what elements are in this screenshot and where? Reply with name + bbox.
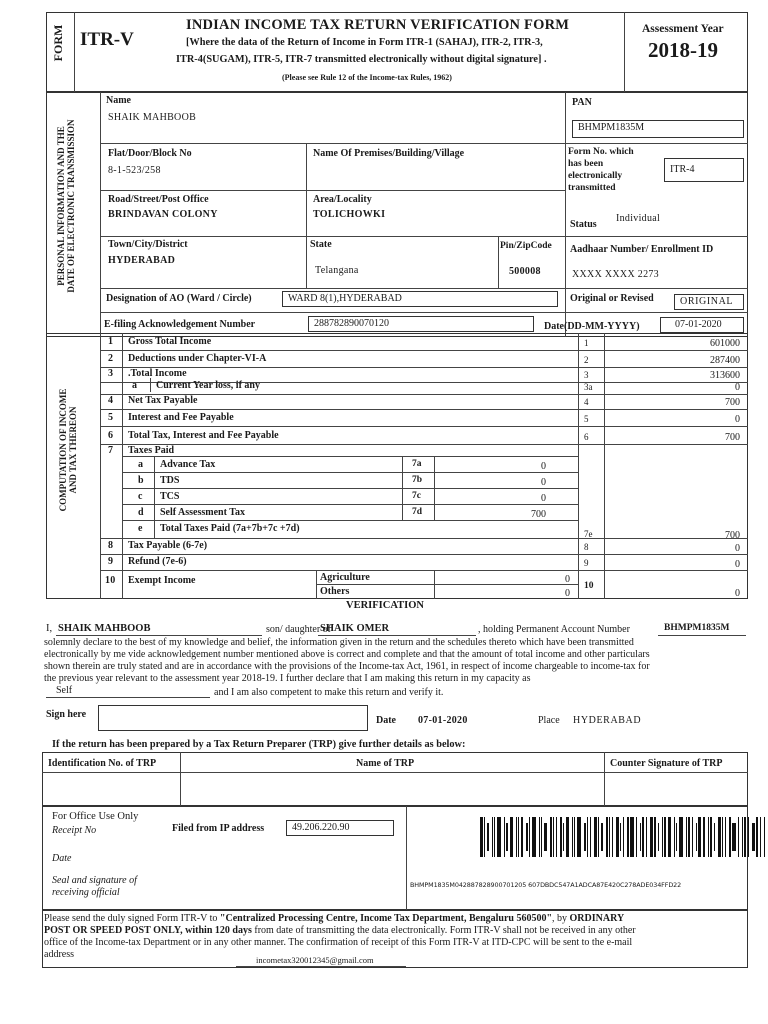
assessment-year-value: 2018-19 [648,38,718,62]
flat-label: Flat/Door/Block No [108,148,192,159]
barcode-bar [518,817,519,857]
barcode-bar [756,817,758,857]
comp-row-no: 9 [108,556,114,567]
pin-value: 500008 [509,266,541,277]
divider [100,92,101,337]
verification-line: the previous year relevant to the assessment year 2018-19. I further declare that I am making this return in my capacity as [44,673,531,684]
comp-row-value: 700 [725,397,740,408]
barcode-bar [529,817,530,857]
divider [604,333,605,599]
footer-address: "Centralized Processing Centre, Income Tax Department, Bengaluru 560500" [219,913,553,924]
barcode-bar [658,823,659,851]
row-divider [100,350,748,351]
divider [74,12,75,92]
comp-row-label: Deductions under Chapter-VI-A [128,353,267,364]
verification-son-of: son/ daughter of [266,624,331,635]
tax-sub-value: 0 [541,477,546,488]
divider [624,12,625,92]
barcode-bar [654,817,656,857]
tax-sub-ref: 7a [412,459,422,469]
barcode-bar [609,817,610,857]
barcode-bar [587,817,588,857]
comp-row-label: Total Tax, Interest and Fee Payable [128,430,279,441]
barcode-bar [539,817,540,857]
barcode-bar [679,817,683,857]
form-code: ITR-V [80,29,134,50]
barcode-bar [574,817,575,857]
barcode-bar [577,817,581,857]
comp-row-label: Refund (7e-6) [128,556,187,567]
barcode-bar [541,817,542,857]
comp-row-ref: 4 [584,397,589,407]
tax-sub-label: Advance Tax [160,459,216,470]
barcode-bar [563,823,564,851]
tax-sub-value: 0 [541,461,546,472]
tax-sub-label: TCS [160,491,180,502]
verification-line: solemnly declare to the best of my knowledge and belief, the information given in the return and the schedules thereto which have been transmitted [44,637,634,648]
barcode-bar [729,817,731,857]
computation-section-label: COMPUTATION OF INCOME AND TAX THEREON [58,388,79,512]
barcode-bar [504,817,505,857]
barcode-bar [510,817,513,857]
agri-label: Agriculture [320,572,370,583]
verification-i: I, [46,623,53,634]
barcode-bar [732,823,736,851]
divider [100,143,565,144]
barcode [480,817,766,857]
trp-col-signature: Counter Signature of TRP [610,758,723,769]
footer-text: Please send the duly signed Form ITR-V to [44,913,220,924]
row-divider [100,394,748,395]
underline [46,697,210,698]
barcode-bar [642,817,644,857]
tax-sub-ref: 7c [412,491,421,501]
comp-row-label: Interest and Fee Payable [128,412,234,423]
footer-line-2 [44,926,636,936]
comp-row-no: 4 [108,395,114,406]
barcode-bar [516,817,517,857]
divider [122,333,123,599]
verification-line: electronically by me vide acknowledgement number mentioned above is correct and complete and that the amount of total income and other particulars [44,649,650,660]
comp-row-label: Net Tax Payable [128,395,198,406]
barcode-bar [606,817,608,857]
barcode-bar [594,817,597,857]
capacity-value: Self [56,685,73,696]
verification-holding: , holding Permanent Account Number [478,624,630,635]
row-divider [100,426,748,427]
pan-value: BHMPM1835M [572,120,744,138]
tax-total-label: Total Taxes Paid (7a+7b+7c +7d) [160,523,300,534]
office-use-title: For Office Use Only [52,811,139,822]
barcode-bar [708,817,709,857]
barcode-bar [590,817,591,857]
verification-line: shown therein are truly stated and are in accordance with the provisions of the Income-tax Act, 1961, in respect of income chargeable to income-tax for [44,661,650,672]
footer-line-3: office of the Income-tax Department or in any other manner. The confirmation of receipt of this Form ITR-V at ITD-CPC will be sent to the e-mail [44,937,633,948]
tax-sub-label: TDS [160,475,180,486]
underline [318,635,476,636]
divider [565,143,748,144]
barcode-bar [748,817,749,857]
filed-ip-value: 49.206.220.90 [286,820,394,836]
barcode-bar [616,817,619,857]
state-label: State [310,239,332,250]
barcode-bar [494,817,495,857]
divider [100,333,101,599]
tax-sub-no: a [138,459,144,470]
tax-sub-no: b [138,475,144,486]
form-no-label: electronically [568,171,623,181]
comp-row-value: 287400 [710,355,740,366]
barcode-bar [692,817,693,857]
seal-label: Seal and signature of [52,875,137,886]
barcode-bar [674,817,675,857]
footer-email: incometax320012345@gmail.com [256,955,374,965]
barcode-bar [553,817,554,857]
premises-label: Name Of Premises/Building/Village [313,148,465,159]
barcode-bar [480,817,483,857]
divider [100,236,748,237]
ack-value: 288782890070120 [308,316,534,332]
row-divider [122,504,578,505]
verification-name: SHAIK MAHBOOB [58,623,151,634]
ack-label: E-filing Acknowledgement Number [104,319,256,330]
comp-row-label: Taxes Paid [128,445,175,456]
divider [306,143,307,288]
status-label: Status [570,219,597,230]
sign-date-label: Date [376,715,396,726]
comp-row-ref: 10 [584,581,594,591]
underline [236,966,406,967]
barcode-bar [506,823,508,851]
barcode-bar [696,823,697,851]
seal-label: receiving official [52,887,120,898]
verification-line: and I am also competent to make this return and verify it. [214,687,444,698]
row-divider [100,538,748,539]
underline [658,635,746,636]
barcode-bar [566,817,569,857]
assessment-year-label: Assessment Year [642,23,724,35]
comp-row-value: 313600 [710,370,740,381]
barcode-bar [646,817,647,857]
divider [565,92,566,337]
divider [100,312,748,313]
barcode-bar [722,817,723,857]
barcode-bar [636,817,637,857]
comp-row-ref: 3a [584,382,593,392]
barcode-bar [703,817,705,857]
place-label: Place [538,715,560,726]
barcode-bar [627,817,629,857]
row-divider [100,570,748,571]
form-subtitle-2: ITR-4(SUGAM), ITR-5, ITR-7 transmitted electronically without digital signature] . [176,54,547,65]
pin-label: Pin/ZipCode [500,241,552,251]
comp-row-ref: 3 [584,370,589,380]
comp-row-value: 601000 [710,338,740,349]
original-revised-label: Original or Revised [570,293,654,304]
signature-box[interactable] [98,705,368,731]
comp-row-value: 0 [735,588,740,599]
comp-row-no: 3 [108,368,114,379]
verification-title: VERIFICATION [346,600,424,611]
barcode-bar [640,823,641,851]
comp-row-no: 1 [108,336,114,347]
rule-note: (Please see Rule 12 of the Income-tax Rules, 1962) [282,73,452,82]
row-divider [100,409,748,410]
barcode-bar [676,823,677,851]
flat-value: 8-1-523/258 [108,165,161,176]
tax-sub-label: Self Assessment Tax [160,507,246,518]
barcode-bar [688,817,690,857]
barcode-bar [650,817,653,857]
verification-pan: BHMPM1835M [664,623,730,633]
footer-text: , by [552,913,570,924]
barcode-bar [764,817,765,857]
comp-row-ref: 1 [584,338,589,348]
footer-text: from date of transmitting the data electronically. Form ITR-V shall not be received in any other [251,925,636,936]
barcode-bar [760,817,761,857]
barcode-bar [623,817,624,857]
comp-row-no: 6 [108,430,114,441]
office-date-label: Date [52,853,72,864]
aadhaar-value: XXXX XXXX 2273 [572,269,659,280]
footer-line-1 [44,914,624,924]
barcode-bar [686,817,687,857]
form-no-label: Form No. which [568,147,634,157]
form-no-label: transmitted [568,183,616,193]
road-value: BRINDAVAN COLONY [108,209,218,220]
barcode-bar [718,817,721,857]
exempt-label: Exempt Income [128,575,196,586]
barcode-bar [584,823,586,851]
comp-row-ref: 2 [584,355,589,365]
filed-ip-label: Filed from IP address [172,823,265,834]
sign-here-label: Sign here [46,709,87,720]
barcode-bar [544,823,547,851]
barcode-bar [662,817,663,857]
place-value: HYDERABAD [573,715,642,726]
divider [180,752,181,806]
row-divider [122,456,578,457]
divider [100,288,748,289]
date-value: 07-01-2020 [660,317,744,333]
town-label: Town/City/District [108,239,188,250]
name-value: SHAIK MAHBOOB [108,112,197,123]
tax-sub-ref: 7d [412,507,423,517]
footer-line-4: address [44,949,74,960]
comp-row-ref: 5 [584,414,589,424]
comp-row-label: Tax Payable (6-7e) [128,540,208,551]
area-label: Area/Locality [313,194,372,205]
divider [578,333,579,599]
comp-row-value: 0 [735,382,740,393]
barcode-bar [487,823,489,851]
comp-row-ref: 7e [584,529,593,539]
divider [100,190,565,191]
state-value: Telangana [315,265,359,276]
divider [406,806,407,910]
barcode-bar [521,817,523,857]
comp-row-no: 7 [108,445,114,456]
row-divider [100,367,748,368]
underline [56,635,262,636]
comp-row-value: 0 [735,559,740,570]
pan-label: PAN [572,97,592,108]
row-divider [122,488,578,489]
trp-col-id: Identification No. of TRP [48,758,157,769]
comp-row-label: .Total Income [128,368,187,379]
barcode-bar [550,817,552,857]
row-divider [100,444,748,445]
trp-col-name: Name of TRP [356,758,415,769]
comp-row-value: 0 [735,414,740,425]
status-value: Individual [616,213,661,224]
barcode-bar [484,817,485,857]
tax-sub-no: d [138,507,144,518]
barcode-bar [556,817,557,857]
form-title: INDIAN INCOME TAX RETURN VERIFICATION FORM [186,17,570,33]
form-no-label: has been [568,159,604,169]
receipt-label: Receipt No [52,825,97,836]
comp-row-no: 2 [108,353,114,364]
barcode-bar [668,817,671,857]
comp-row-label: Current Year loss, if any [156,380,260,391]
agri-value: 0 [565,574,570,585]
form-vertical-label: FORM [51,24,65,62]
comp-row-no: 8 [108,540,114,551]
aadhaar-label: Aadhaar Number/ Enrollment ID [570,244,714,255]
verification-father: SHAIK OMER [320,623,390,634]
tax-sub-value: 700 [531,509,546,520]
divider [150,378,151,392]
barcode-bar [492,817,493,857]
comp-row-no: 5 [108,412,114,423]
barcode-text: BHMPM1835M042887828900701205 607DBDC547A1ADCA87E420C278ADE034FFD22 [410,881,682,889]
comp-row-value: 700 [725,432,740,443]
barcode-bar [497,817,501,857]
others-label: Others [320,586,350,597]
divider [604,752,605,806]
divider [402,456,403,520]
divider [498,236,499,288]
comp-row-ref: 6 [584,432,589,442]
comp-row-ref: 8 [584,542,589,552]
comp-row-value: 700 [725,530,740,541]
name-label: Name [106,95,131,106]
tax-sub-value: 0 [541,493,546,504]
tax-sub-ref: 7b [412,475,423,485]
form-subtitle-1: [Where the data of the Return of Income in Form ITR-1 (SAHAJ), ITR-2, ITR-3, [186,37,543,48]
barcode-bar [560,817,562,857]
tax-sub-no: c [138,491,143,502]
barcode-bar [664,817,666,857]
comp-row-no: a [132,380,138,391]
trp-intro: If the return has been prepared by a Tax Return Preparer (TRP) give further details as below: [52,739,466,750]
barcode-bar [698,817,701,857]
sign-date-value: 07-01-2020 [418,715,468,726]
area-value: TOLICHOWKI [313,209,386,220]
divider [434,456,435,520]
others-value: 0 [565,588,570,599]
road-label: Road/Street/Post Office [108,194,209,205]
ao-value: WARD 8(1),HYDERABAD [282,291,558,307]
barcode-bar [752,823,755,851]
barcode-bar [612,817,613,857]
footer-post: ORDINARY [569,913,625,924]
barcode-bar [710,817,712,857]
barcode-bar [601,823,603,851]
divider [154,456,155,538]
original-revised-value: ORIGINAL [674,294,744,310]
footer-post: POST OR SPEED POST ONLY, within 120 days [44,925,252,936]
barcode-bar [620,823,621,851]
barcode-bar [532,817,536,857]
barcode-bar [526,823,528,851]
date-label: Date(DD-MM-YYYY) [544,321,640,332]
personal-info-section-label: PERSONAL INFORMATION AND THE DATE OF ELECTRONIC TRANSMISSION [56,119,77,293]
barcode-bar [744,817,746,857]
barcode-bar [738,817,739,857]
barcode-bar [630,817,634,857]
tax-sub-no: e [138,523,143,534]
barcode-bar [714,823,715,851]
comp-row-label: Gross Total Income [128,336,212,347]
barcode-bar [742,817,743,857]
town-value: HYDERABAD [108,255,176,266]
divider [42,772,748,773]
ao-label: Designation of AO (Ward / Circle) [106,293,252,304]
comp-row-value: 0 [735,543,740,554]
row-divider [122,472,578,473]
comp-row-ref: 9 [584,558,589,568]
form-no-value: ITR-4 [664,158,744,182]
barcode-bar [598,817,599,857]
barcode-bar [572,817,573,857]
row-divider [100,554,748,555]
barcode-bar [725,817,726,857]
comp-row-no: 10 [105,575,116,586]
row-divider [122,520,578,521]
